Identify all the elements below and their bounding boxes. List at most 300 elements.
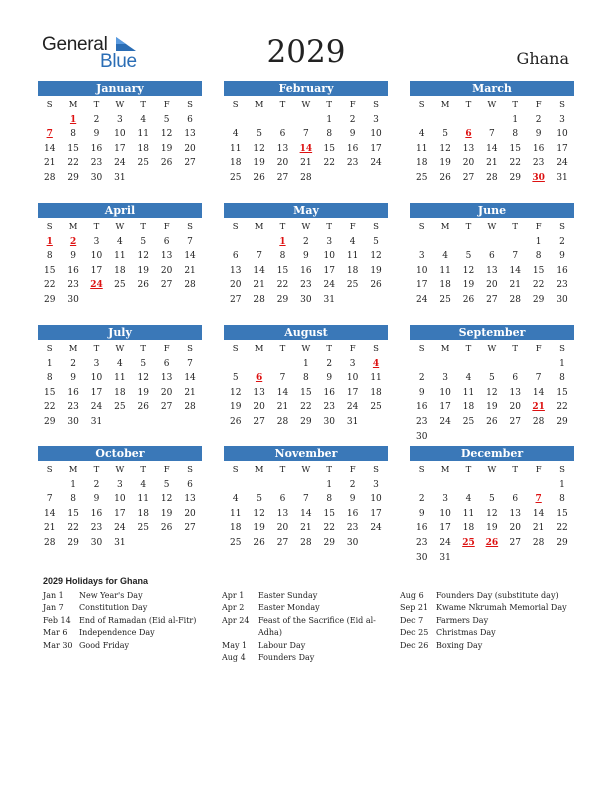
day-cell: 6 bbox=[512, 494, 519, 505]
day-cell: 31 bbox=[346, 416, 359, 427]
day-cell: 16 bbox=[67, 387, 79, 398]
empty-cell bbox=[457, 478, 480, 493]
month-january bbox=[38, 81, 202, 186]
day-cell: 7 bbox=[303, 129, 309, 140]
day-cell: 3 bbox=[559, 114, 565, 125]
day-cell: 16 bbox=[300, 265, 312, 276]
weekday-label: M bbox=[254, 344, 264, 354]
day-cell: 23 bbox=[532, 158, 545, 169]
weekday-label: T bbox=[465, 100, 472, 110]
empty-cell bbox=[480, 113, 503, 128]
day-cell: 20 bbox=[184, 143, 196, 154]
day-cell: 14 bbox=[43, 143, 56, 154]
day-cell: 12 bbox=[229, 387, 242, 398]
day-cell: 4 bbox=[117, 236, 123, 247]
weekday-label: T bbox=[512, 465, 519, 475]
month-march bbox=[410, 81, 574, 186]
day-cell: 12 bbox=[253, 508, 265, 519]
weekday-label: T bbox=[140, 344, 147, 354]
day-cell: 22 bbox=[67, 523, 79, 534]
day-cell: 30 bbox=[556, 294, 568, 305]
day-cell: 15 bbox=[300, 387, 312, 398]
holiday-name: New Year's Day bbox=[79, 591, 143, 600]
day-cell: 23 bbox=[300, 280, 312, 291]
day-cell: 3 bbox=[93, 236, 100, 247]
weekday-label: M bbox=[440, 222, 450, 232]
weekday-label: T bbox=[93, 100, 100, 110]
day-cell: 21 bbox=[253, 280, 265, 291]
holiday-name: Labour Day bbox=[258, 640, 306, 650]
day-cell: 15 bbox=[556, 387, 568, 398]
day-cell: 30 bbox=[67, 294, 79, 305]
empty-cell bbox=[504, 357, 527, 372]
day-cell: 2 bbox=[70, 358, 76, 369]
holiday-row bbox=[43, 590, 213, 602]
weekday-label: F bbox=[163, 100, 170, 110]
weekday-label: F bbox=[349, 100, 356, 110]
day-cell: 12 bbox=[370, 251, 382, 262]
day-cell: 3 bbox=[373, 114, 379, 125]
weekday-label: T bbox=[279, 344, 286, 354]
empty-cell bbox=[271, 478, 294, 493]
holiday-name: Adha) bbox=[258, 628, 282, 638]
empty-cell bbox=[247, 113, 270, 128]
day-cell: 28 bbox=[300, 537, 312, 548]
day-cell: 23 bbox=[323, 402, 335, 413]
day-cell: 13 bbox=[184, 129, 196, 140]
empty-cell bbox=[480, 235, 503, 250]
weekday-label: F bbox=[535, 344, 542, 354]
holiday-row bbox=[222, 627, 397, 639]
day-cell: 20 bbox=[229, 280, 242, 291]
day-cell: 27 bbox=[184, 158, 196, 169]
day-cell: 24 bbox=[370, 158, 382, 169]
day-cell: 21 bbox=[532, 523, 545, 534]
weekday-label: M bbox=[68, 344, 78, 354]
day-cell: 27 bbox=[276, 537, 289, 548]
day-cell: 22 bbox=[43, 280, 56, 291]
holiday-day-cell: 24 bbox=[90, 280, 103, 291]
weekday-label: S bbox=[418, 100, 425, 110]
day-grid bbox=[224, 463, 388, 551]
day-cell: 9 bbox=[70, 373, 76, 384]
weekday-label: T bbox=[279, 465, 286, 475]
day-cell: 4 bbox=[140, 479, 147, 490]
day-cell: 17 bbox=[439, 402, 451, 413]
day-cell: 23 bbox=[90, 523, 103, 534]
day-cell: 30 bbox=[323, 416, 335, 427]
day-cell: 3 bbox=[349, 358, 356, 369]
empty-cell bbox=[38, 113, 61, 128]
holiday-name: Independence Day bbox=[79, 628, 155, 638]
holiday-day-cell: 7 bbox=[46, 129, 53, 140]
holiday-list bbox=[43, 576, 583, 663]
month-title: July bbox=[38, 325, 202, 340]
day-cell: 28 bbox=[509, 294, 521, 305]
weekday-label: M bbox=[254, 100, 264, 110]
holiday-date: Jan 7 bbox=[43, 603, 64, 613]
day-cell: 19 bbox=[370, 265, 382, 276]
weekday-label: M bbox=[68, 222, 78, 232]
day-cell: 13 bbox=[276, 143, 289, 154]
empty-cell bbox=[271, 113, 294, 128]
day-cell: 11 bbox=[137, 494, 149, 505]
day-cell: 21 bbox=[43, 158, 56, 169]
day-cell: 7 bbox=[489, 129, 495, 140]
day-cell: 24 bbox=[415, 294, 428, 305]
day-cell: 22 bbox=[532, 280, 545, 291]
day-cell: 8 bbox=[326, 494, 333, 505]
day-cell: 14 bbox=[532, 387, 545, 398]
day-cell: 14 bbox=[509, 265, 521, 276]
empty-cell bbox=[410, 235, 433, 250]
day-cell: 17 bbox=[439, 523, 451, 534]
holiday-day-cell: 6 bbox=[255, 373, 263, 384]
day-cell: 14 bbox=[43, 508, 56, 519]
day-cell: 23 bbox=[90, 158, 103, 169]
day-cell: 11 bbox=[415, 143, 428, 154]
day-cell: 30 bbox=[415, 431, 428, 442]
day-cell: 7 bbox=[187, 236, 193, 247]
day-cell: 8 bbox=[70, 494, 76, 505]
day-cell: 2 bbox=[326, 358, 333, 369]
day-cell: 1 bbox=[326, 479, 333, 490]
year-title: 2029 bbox=[266, 34, 346, 70]
day-cell: 23 bbox=[346, 523, 359, 534]
day-cell: 29 bbox=[67, 537, 79, 548]
day-cell: 30 bbox=[67, 416, 79, 427]
weekday-label: W bbox=[487, 465, 497, 475]
weekday-label: T bbox=[512, 222, 519, 232]
day-cell: 4 bbox=[465, 373, 472, 384]
day-cell: 2 bbox=[349, 114, 356, 125]
holiday-name: Founders Day bbox=[258, 653, 315, 663]
holiday-row bbox=[222, 590, 397, 602]
month-title: March bbox=[410, 81, 574, 96]
day-cell: 29 bbox=[300, 416, 312, 427]
day-cell: 24 bbox=[556, 158, 568, 169]
day-cell: 24 bbox=[346, 402, 359, 413]
day-cell: 29 bbox=[276, 294, 289, 305]
day-cell: 15 bbox=[43, 265, 56, 276]
day-cell: 8 bbox=[279, 251, 286, 262]
weekday-label: F bbox=[535, 465, 542, 475]
day-cell: 18 bbox=[114, 387, 126, 398]
weekday-label: T bbox=[326, 100, 333, 110]
holiday-row bbox=[400, 602, 583, 614]
month-november bbox=[224, 446, 388, 551]
weekday-label: S bbox=[46, 222, 53, 232]
day-cell: 18 bbox=[229, 523, 242, 534]
day-cell: 5 bbox=[465, 251, 472, 262]
day-cell: 14 bbox=[253, 265, 265, 276]
day-cell: 24 bbox=[323, 280, 335, 291]
day-cell: 22 bbox=[323, 523, 335, 534]
weekday-label: W bbox=[301, 344, 311, 354]
day-cell: 10 bbox=[415, 265, 428, 276]
holiday-row bbox=[400, 640, 583, 652]
day-cell: 7 bbox=[303, 494, 309, 505]
holiday-date: Mar 30 bbox=[43, 640, 73, 650]
day-cell: 15 bbox=[556, 508, 568, 519]
day-cell: 12 bbox=[462, 265, 475, 276]
day-cell: 14 bbox=[276, 387, 289, 398]
holiday-row bbox=[400, 615, 583, 627]
weekday-label: S bbox=[373, 100, 379, 110]
holiday-day-cell: 26 bbox=[485, 537, 499, 548]
day-cell: 30 bbox=[300, 294, 312, 305]
weekday-label: W bbox=[487, 100, 497, 110]
holiday-date: Dec 25 bbox=[400, 628, 429, 638]
day-cell: 15 bbox=[43, 387, 56, 398]
day-cell: 26 bbox=[439, 172, 451, 183]
day-cell: 15 bbox=[532, 265, 545, 276]
day-cell: 28 bbox=[184, 402, 196, 413]
day-cell: 11 bbox=[439, 265, 451, 276]
day-cell: 1 bbox=[559, 479, 565, 490]
month-title: August bbox=[224, 325, 388, 340]
day-cell: 19 bbox=[462, 280, 475, 291]
day-cell: 13 bbox=[462, 143, 475, 154]
day-cell: 4 bbox=[117, 358, 123, 369]
day-cell: 6 bbox=[187, 479, 193, 490]
day-cell: 26 bbox=[370, 280, 382, 291]
weekday-label: F bbox=[163, 222, 170, 232]
holiday-date: Apr 2 bbox=[222, 603, 245, 613]
day-cell: 17 bbox=[323, 265, 335, 276]
day-cell: 23 bbox=[346, 158, 359, 169]
weekday-label: F bbox=[349, 465, 356, 475]
day-cell: 10 bbox=[114, 129, 126, 140]
day-cell: 16 bbox=[415, 402, 428, 413]
empty-cell bbox=[433, 478, 456, 493]
day-cell: 9 bbox=[70, 251, 76, 262]
day-cell: 13 bbox=[160, 251, 173, 262]
day-cell: 20 bbox=[160, 265, 173, 276]
weekday-label: S bbox=[559, 344, 565, 354]
day-cell: 15 bbox=[323, 143, 335, 154]
day-cell: 22 bbox=[556, 523, 568, 534]
holiday-name: Founders Day (substitute day) bbox=[436, 591, 559, 600]
day-cell: 28 bbox=[184, 280, 196, 291]
day-cell: 26 bbox=[137, 280, 149, 291]
day-cell: 31 bbox=[323, 294, 335, 305]
holiday-name: Farmers Day bbox=[436, 615, 489, 625]
weekday-label: T bbox=[93, 222, 100, 232]
weekday-label: S bbox=[232, 100, 239, 110]
day-cell: 10 bbox=[556, 129, 568, 140]
day-cell: 8 bbox=[46, 373, 53, 384]
day-cell: 25 bbox=[439, 294, 451, 305]
day-cell: 2 bbox=[93, 479, 100, 490]
holiday-row bbox=[43, 602, 213, 614]
day-cell: 21 bbox=[486, 158, 498, 169]
day-cell: 16 bbox=[556, 265, 568, 276]
day-cell: 8 bbox=[535, 251, 542, 262]
day-cell: 10 bbox=[370, 129, 382, 140]
day-cell: 28 bbox=[486, 172, 498, 183]
day-cell: 17 bbox=[114, 143, 126, 154]
weekday-label: W bbox=[115, 100, 125, 110]
day-cell: 4 bbox=[465, 494, 472, 505]
empty-cell bbox=[224, 478, 247, 493]
day-cell: 27 bbox=[160, 402, 173, 413]
day-cell: 5 bbox=[140, 236, 147, 247]
empty-cell bbox=[480, 357, 503, 372]
day-cell: 23 bbox=[67, 402, 79, 413]
day-cell: 22 bbox=[556, 402, 568, 413]
day-cell: 17 bbox=[415, 280, 428, 291]
day-cell: 26 bbox=[160, 523, 173, 534]
day-cell: 23 bbox=[67, 280, 79, 291]
holiday-list-title: 2029 Holidays for Ghana bbox=[43, 576, 149, 586]
day-cell: 15 bbox=[276, 265, 289, 276]
day-cell: 4 bbox=[140, 114, 147, 125]
day-cell: 16 bbox=[90, 508, 103, 519]
empty-cell bbox=[224, 357, 247, 372]
day-cell: 11 bbox=[346, 251, 359, 262]
empty-cell bbox=[433, 113, 456, 128]
day-cell: 19 bbox=[137, 265, 149, 276]
day-cell: 22 bbox=[300, 402, 312, 413]
day-cell: 4 bbox=[232, 494, 239, 505]
day-cell: 2 bbox=[303, 236, 309, 247]
holiday-column-2 bbox=[222, 590, 397, 664]
day-cell: 21 bbox=[300, 523, 312, 534]
holiday-name: Christmas Day bbox=[436, 628, 496, 638]
day-cell: 14 bbox=[532, 508, 545, 519]
weekday-label: S bbox=[373, 344, 379, 354]
day-cell: 27 bbox=[509, 537, 521, 548]
holiday-day-cell: 2 bbox=[69, 236, 77, 247]
empty-cell bbox=[457, 235, 480, 250]
day-cell: 19 bbox=[486, 523, 498, 534]
day-cell: 13 bbox=[229, 265, 242, 276]
day-cell: 12 bbox=[137, 373, 149, 384]
day-cell: 26 bbox=[137, 402, 149, 413]
month-may bbox=[224, 203, 388, 308]
logo-blue-text: Blue bbox=[100, 51, 137, 72]
weekday-label: S bbox=[232, 222, 239, 232]
day-cell: 18 bbox=[462, 402, 475, 413]
day-cell: 13 bbox=[486, 265, 498, 276]
holiday-day-cell: 1 bbox=[46, 236, 53, 247]
weekday-label: T bbox=[512, 100, 519, 110]
weekday-label: S bbox=[187, 222, 193, 232]
day-cell: 13 bbox=[276, 508, 289, 519]
empty-cell bbox=[294, 113, 317, 128]
weekday-label: S bbox=[46, 465, 53, 475]
day-cell: 27 bbox=[486, 294, 498, 305]
day-cell: 16 bbox=[415, 523, 428, 534]
weekday-label: S bbox=[559, 100, 565, 110]
day-cell: 1 bbox=[326, 114, 333, 125]
day-cell: 5 bbox=[163, 114, 170, 125]
day-cell: 17 bbox=[556, 143, 568, 154]
day-cell: 17 bbox=[370, 143, 382, 154]
day-cell: 10 bbox=[114, 494, 126, 505]
day-cell: 28 bbox=[253, 294, 265, 305]
empty-cell bbox=[457, 113, 480, 128]
day-cell: 3 bbox=[442, 373, 448, 384]
holiday-row bbox=[43, 615, 213, 627]
month-title: January bbox=[38, 81, 202, 96]
holiday-date: Dec 26 bbox=[400, 640, 429, 650]
weekday-label: F bbox=[535, 100, 542, 110]
logo-general-text: General bbox=[42, 34, 108, 55]
day-cell: 12 bbox=[160, 129, 173, 140]
day-cell: 1 bbox=[46, 358, 53, 369]
weekday-label: W bbox=[301, 100, 311, 110]
holiday-row bbox=[222, 640, 397, 652]
month-december bbox=[410, 446, 574, 565]
day-cell: 17 bbox=[114, 508, 126, 519]
day-cell: 20 bbox=[160, 387, 173, 398]
weekday-label: M bbox=[440, 100, 450, 110]
holiday-date bbox=[222, 627, 258, 639]
weekday-label: T bbox=[465, 344, 472, 354]
day-cell: 21 bbox=[300, 158, 312, 169]
day-cell: 18 bbox=[462, 523, 475, 534]
holiday-day-cell: 1 bbox=[279, 236, 286, 247]
day-cell: 29 bbox=[43, 294, 56, 305]
holiday-row bbox=[400, 627, 583, 639]
day-cell: 19 bbox=[486, 402, 498, 413]
day-cell: 25 bbox=[370, 402, 382, 413]
empty-cell bbox=[38, 478, 61, 493]
day-cell: 11 bbox=[462, 508, 475, 519]
day-cell: 17 bbox=[90, 387, 103, 398]
day-cell: 14 bbox=[486, 143, 498, 154]
holiday-day-cell: 6 bbox=[465, 129, 472, 140]
day-cell: 4 bbox=[442, 251, 448, 262]
weekday-label: T bbox=[326, 465, 333, 475]
day-cell: 25 bbox=[415, 172, 428, 183]
month-june bbox=[410, 203, 574, 308]
day-cell: 18 bbox=[114, 265, 126, 276]
day-cell: 5 bbox=[489, 494, 495, 505]
weekday-label: M bbox=[440, 465, 450, 475]
holiday-date: Sep 21 bbox=[400, 603, 429, 613]
day-cell: 19 bbox=[160, 143, 173, 154]
day-cell: 8 bbox=[46, 251, 53, 262]
day-cell: 29 bbox=[532, 294, 545, 305]
day-cell: 7 bbox=[187, 358, 193, 369]
day-cell: 24 bbox=[439, 416, 451, 427]
day-cell: 19 bbox=[137, 387, 149, 398]
day-cell: 29 bbox=[323, 537, 335, 548]
weekday-label: M bbox=[68, 465, 78, 475]
day-cell: 27 bbox=[462, 172, 475, 183]
day-cell: 16 bbox=[90, 143, 103, 154]
day-cell: 16 bbox=[532, 143, 545, 154]
day-cell: 8 bbox=[70, 129, 76, 140]
weekday-label: T bbox=[140, 465, 147, 475]
empty-cell bbox=[527, 357, 550, 372]
day-cell: 10 bbox=[439, 508, 451, 519]
weekday-label: F bbox=[535, 222, 542, 232]
day-grid bbox=[410, 98, 574, 186]
day-cell: 25 bbox=[229, 537, 242, 548]
day-cell: 27 bbox=[253, 416, 265, 427]
day-cell: 10 bbox=[439, 387, 451, 398]
holiday-name: Easter Sunday bbox=[258, 591, 318, 600]
holiday-row bbox=[222, 602, 397, 614]
weekday-label: S bbox=[46, 344, 53, 354]
day-cell: 26 bbox=[229, 416, 242, 427]
holiday-date: Feb 14 bbox=[43, 615, 71, 625]
day-cell: 26 bbox=[253, 172, 265, 183]
